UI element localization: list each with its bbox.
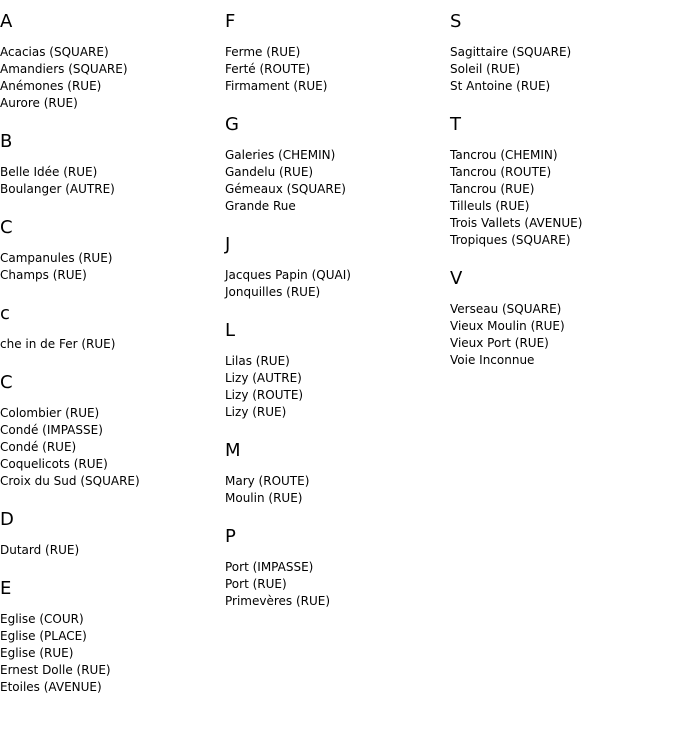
- street-list: [0, 250, 220, 284]
- letter-group: [0, 10, 220, 112]
- street-link[interactable]: Firmament (RUE): [225, 79, 328, 93]
- street-link[interactable]: Jacques Papin (QUAI): [225, 268, 351, 282]
- street-link[interactable]: Tropiques (SQUARE): [450, 233, 571, 247]
- street-link[interactable]: Dutard (RUE): [0, 543, 80, 557]
- street-list: [225, 473, 445, 507]
- street-link[interactable]: Lilas (RUE): [225, 354, 290, 368]
- letter-heading: c: [0, 303, 10, 324]
- letter-group: [0, 371, 220, 490]
- street-link[interactable]: Coquelicots (RUE): [0, 457, 108, 471]
- street-link[interactable]: Amandiers (SQUARE): [0, 62, 128, 76]
- letter-heading: P: [225, 526, 236, 547]
- letter-heading: C: [0, 372, 13, 393]
- street-link[interactable]: Sagittaire (SQUARE): [450, 45, 572, 59]
- street-link[interactable]: Jonquilles (RUE): [225, 285, 321, 299]
- street-link[interactable]: Ferme (RUE): [225, 45, 301, 59]
- street-link[interactable]: Belle Idée (RUE): [0, 165, 98, 179]
- letter-group: [225, 319, 445, 421]
- letter-heading: L: [225, 320, 236, 341]
- street-list: [225, 147, 445, 215]
- street-link[interactable]: Tancrou (ROUTE): [450, 165, 552, 179]
- letter-group: [0, 216, 220, 284]
- street-link[interactable]: Etoiles (AVENUE): [0, 680, 102, 694]
- street-link[interactable]: St Antoine (RUE): [450, 79, 551, 93]
- street-list: [0, 405, 220, 490]
- street-link[interactable]: che in de Fer (RUE): [0, 337, 116, 351]
- letter-heading: M: [225, 440, 241, 461]
- street-link[interactable]: Port (RUE): [225, 577, 287, 591]
- street-link[interactable]: Gémeaux (SQUARE): [225, 182, 346, 196]
- street-link[interactable]: Boulanger (AUTRE): [0, 182, 115, 196]
- letter-group: [225, 10, 445, 95]
- street-link[interactable]: Ernest Dolle (RUE): [0, 663, 111, 677]
- letter-heading: G: [225, 114, 239, 135]
- letter-heading: B: [0, 131, 13, 152]
- street-link[interactable]: Tancrou (CHEMIN): [450, 148, 558, 162]
- street-link[interactable]: Tilleuls (RUE): [450, 199, 530, 213]
- street-link[interactable]: Mary (ROUTE): [225, 474, 310, 488]
- street-list: [225, 44, 445, 95]
- letter-heading: F: [225, 11, 236, 32]
- street-link[interactable]: Moulin (RUE): [225, 491, 303, 505]
- letter-heading: A: [0, 11, 13, 32]
- street-link[interactable]: Grande Rue: [225, 199, 296, 213]
- street-link[interactable]: Lizy (ROUTE): [225, 388, 304, 402]
- letter-heading: C: [0, 217, 13, 238]
- street-link[interactable]: Croix du Sud (SQUARE): [0, 474, 140, 488]
- street-link[interactable]: Aurore (RUE): [0, 96, 78, 110]
- street-index-column-3: [450, 10, 670, 387]
- letter-group: [0, 302, 220, 353]
- letter-heading: T: [450, 114, 461, 135]
- letter-heading: V: [450, 268, 463, 289]
- street-link[interactable]: Campanules (RUE): [0, 251, 113, 265]
- street-link[interactable]: Soleil (RUE): [450, 62, 521, 76]
- street-list: [0, 44, 220, 112]
- street-list: [225, 353, 445, 421]
- letter-group: [0, 508, 220, 559]
- street-link[interactable]: Lizy (AUTRE): [225, 371, 302, 385]
- letter-group: [225, 113, 445, 215]
- letter-group: [450, 267, 670, 369]
- street-list: [450, 301, 670, 369]
- letter-group: [450, 113, 670, 249]
- street-link[interactable]: Champs (RUE): [0, 268, 87, 282]
- letter-heading: E: [0, 578, 12, 599]
- street-link[interactable]: Condé (IMPASSE): [0, 423, 103, 437]
- street-index-column-2: [225, 10, 445, 628]
- street-list: [450, 147, 670, 249]
- letter-heading: D: [0, 509, 14, 530]
- street-link[interactable]: Verseau (SQUARE): [450, 302, 562, 316]
- street-link[interactable]: Condé (RUE): [0, 440, 77, 454]
- street-link[interactable]: Voie Inconnue: [450, 353, 535, 367]
- street-list: [0, 164, 220, 198]
- letter-group: [0, 130, 220, 198]
- street-list: [225, 559, 445, 610]
- street-link[interactable]: Trois Vallets (AVENUE): [450, 216, 583, 230]
- letter-group: [225, 233, 445, 301]
- street-link[interactable]: Port (IMPASSE): [225, 560, 314, 574]
- street-list: [225, 267, 445, 301]
- street-link[interactable]: Galeries (CHEMIN): [225, 148, 336, 162]
- street-link[interactable]: Colombier (RUE): [0, 406, 100, 420]
- street-list: [450, 44, 670, 95]
- letter-group: [225, 525, 445, 610]
- street-link[interactable]: Tancrou (RUE): [450, 182, 535, 196]
- street-link[interactable]: Vieux Port (RUE): [450, 336, 549, 350]
- street-list: [0, 611, 220, 696]
- street-index-column-1: [0, 10, 220, 714]
- letter-group: [0, 577, 220, 696]
- street-list: [0, 336, 220, 353]
- street-link[interactable]: Primevères (RUE): [225, 594, 331, 608]
- street-link[interactable]: Lizy (RUE): [225, 405, 287, 419]
- street-link[interactable]: Ferté (ROUTE): [225, 62, 311, 76]
- street-link[interactable]: Eglise (RUE): [0, 646, 74, 660]
- letter-heading: S: [450, 11, 462, 32]
- letter-group: [225, 439, 445, 507]
- street-link[interactable]: Eglise (PLACE): [0, 629, 87, 643]
- street-link[interactable]: Gandelu (RUE): [225, 165, 314, 179]
- letter-group: [450, 10, 670, 95]
- street-link[interactable]: Vieux Moulin (RUE): [450, 319, 565, 333]
- street-link[interactable]: Acacias (SQUARE): [0, 45, 109, 59]
- street-list: [0, 542, 220, 559]
- letter-heading: J: [225, 234, 231, 255]
- street-link[interactable]: Eglise (COUR): [0, 612, 84, 626]
- street-link[interactable]: Anémones (RUE): [0, 79, 102, 93]
